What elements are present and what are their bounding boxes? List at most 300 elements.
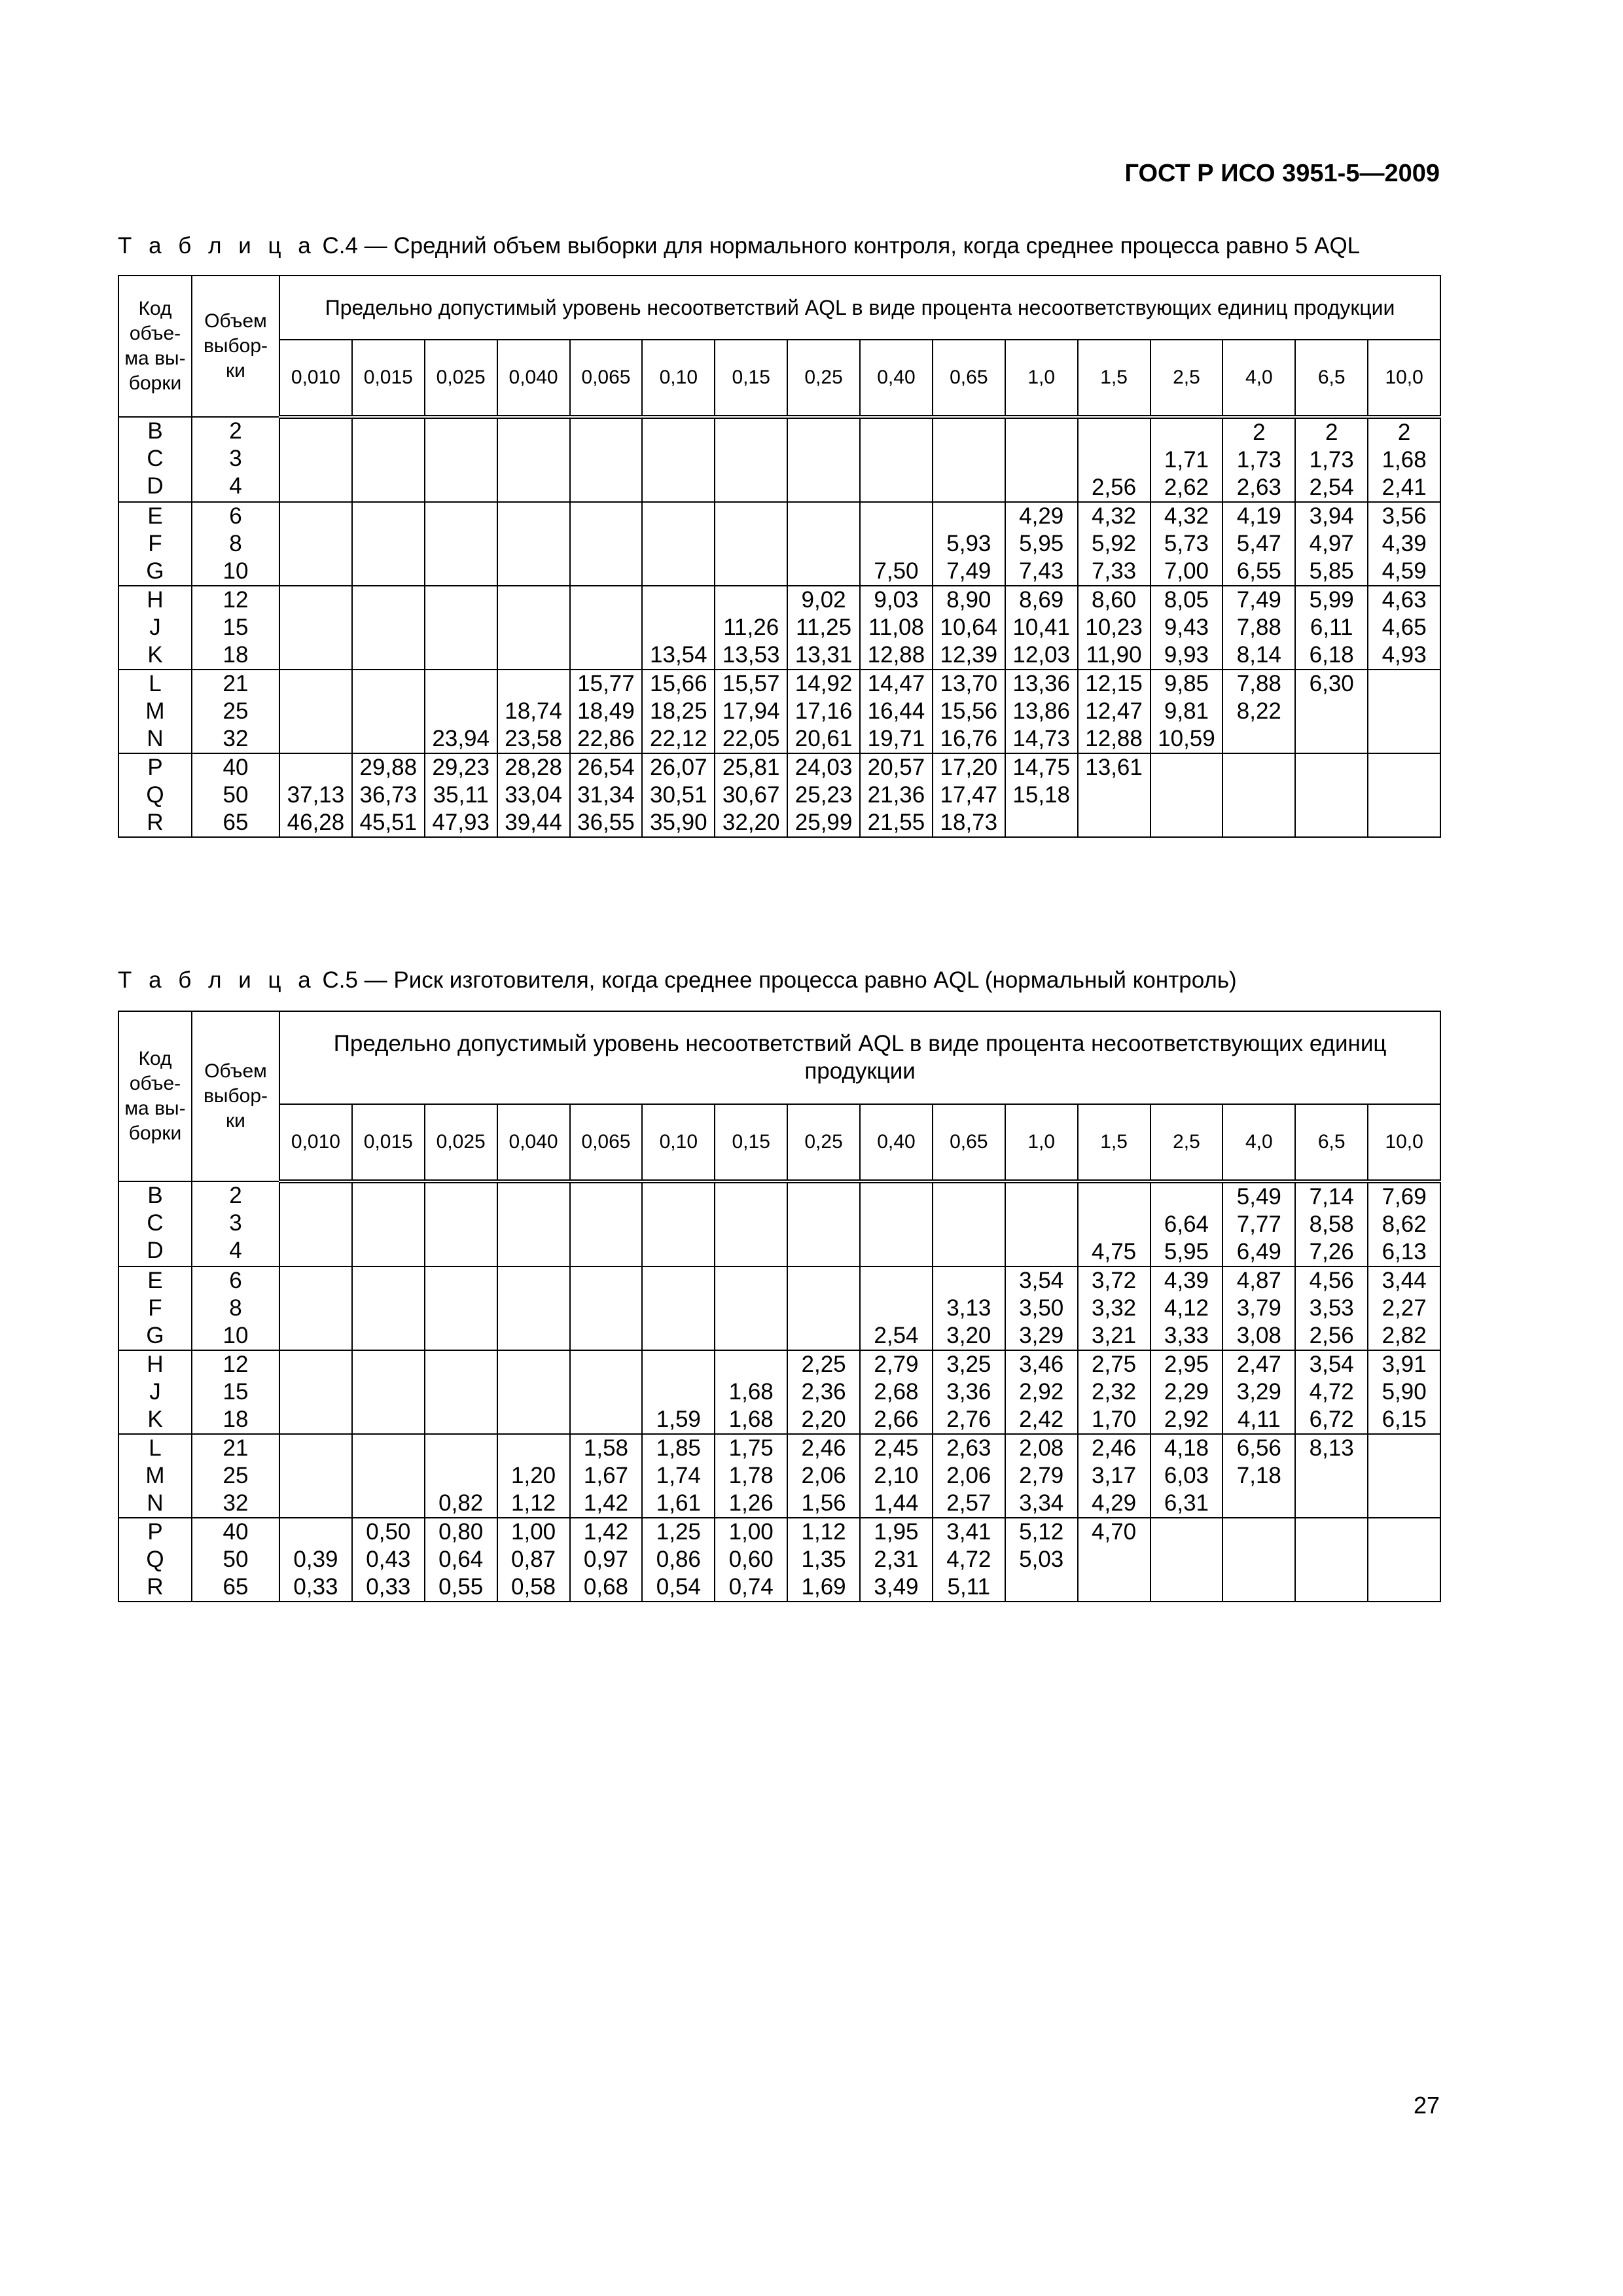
cell-value: 15,66 — [650, 671, 707, 696]
code-letter: R — [147, 1574, 164, 1600]
cell-value: 10,23 — [1085, 615, 1143, 640]
cell-value: 1,78 — [728, 1463, 774, 1488]
cell-value — [1368, 1462, 1440, 1490]
cell-value — [715, 419, 787, 446]
aql-column-header: 0,40 — [860, 1104, 933, 1181]
table-cell — [787, 753, 860, 837]
aql-column-header: 0,10 — [642, 340, 715, 417]
table-cell — [352, 1266, 425, 1350]
sample-size-value: 25 — [223, 698, 249, 724]
cell-value: 3,54 — [1309, 1352, 1354, 1377]
table-cell — [860, 1181, 933, 1266]
cell-value — [280, 614, 351, 641]
cell-value: 6,13 — [1382, 1239, 1427, 1265]
cell-value: 5,95 — [1164, 1239, 1209, 1265]
cell-value — [280, 1490, 351, 1517]
table-cell — [642, 1266, 715, 1350]
cell-value: 7,88 — [1236, 671, 1281, 696]
sample-size-value: 18 — [223, 1407, 249, 1432]
cell-value: 16,76 — [940, 726, 998, 751]
cell-value — [1006, 1183, 1077, 1211]
cell-value — [933, 1183, 1005, 1211]
cell-value — [571, 474, 642, 501]
cell-value — [425, 1462, 497, 1490]
cell-value: 21,55 — [867, 810, 925, 835]
table-cell — [715, 1181, 787, 1266]
code-header-line: объе- — [129, 1073, 181, 1094]
cell-value: 22,86 — [577, 726, 635, 751]
cell-value — [643, 419, 714, 446]
table-cell — [860, 586, 933, 670]
cell-value: 9,81 — [1164, 698, 1209, 724]
cell-value — [1223, 1490, 1294, 1517]
cell-value — [425, 1295, 497, 1322]
cell-value: 2,10 — [874, 1463, 919, 1488]
cell-value: 1,26 — [728, 1490, 774, 1516]
cell-value: 17,94 — [722, 698, 780, 724]
cell-value — [715, 474, 787, 501]
cell-value: 2,63 — [1236, 475, 1281, 500]
cell-value — [280, 474, 351, 501]
table-cell — [1005, 502, 1078, 586]
cell-value: 30,51 — [650, 782, 707, 808]
cell-value: 18,25 — [650, 698, 707, 724]
cell-value — [280, 1518, 351, 1546]
code-letter: B — [147, 418, 163, 444]
table-cell — [279, 1350, 352, 1434]
cell-value: 7,69 — [1382, 1184, 1427, 1210]
table-cell — [1368, 417, 1440, 502]
table-c4-caption — [118, 233, 1360, 259]
table-cell — [497, 1518, 570, 1602]
cell-value: 11,25 — [796, 615, 852, 640]
cell-value: 6,49 — [1236, 1239, 1281, 1265]
aql-column-header: 1,0 — [1005, 1104, 1078, 1181]
cell-value: 2,68 — [874, 1379, 919, 1405]
table-cell — [497, 586, 570, 670]
table-cell — [1368, 753, 1440, 837]
cell-value — [571, 1351, 642, 1378]
code-letter: D — [147, 1238, 164, 1263]
cell-value: 1,12 — [801, 1519, 846, 1545]
cell-value: 20,57 — [867, 755, 925, 780]
sample-size-codes — [118, 1181, 192, 1266]
sample-sizes — [192, 670, 279, 753]
cell-value — [1296, 698, 1367, 725]
table-c4-caption-prefix: Т а б л и ц а — [118, 233, 316, 259]
sample-size-codes — [118, 1518, 192, 1602]
cell-value: 0,33 — [293, 1574, 338, 1600]
cell-value: 4,63 — [1382, 587, 1427, 613]
cell-value — [425, 1238, 497, 1266]
cell-value: 0,50 — [366, 1519, 411, 1545]
cell-value — [861, 1295, 932, 1322]
cell-value: 8,90 — [946, 587, 991, 613]
table-cell — [1078, 1350, 1150, 1434]
code-letter: E — [147, 503, 163, 529]
cell-value: 12,88 — [1085, 726, 1143, 751]
cell-value — [571, 419, 642, 446]
cell-value — [571, 558, 642, 585]
cell-value: 1,59 — [656, 1407, 701, 1432]
cell-value — [280, 1211, 351, 1238]
table-cell — [425, 1350, 497, 1434]
table-cell — [279, 1266, 352, 1350]
cell-value — [643, 1267, 714, 1295]
sample-size-value: 2 — [229, 1183, 242, 1208]
code-letter: H — [147, 587, 164, 613]
cell-value: 0,82 — [438, 1490, 484, 1516]
sample-size-value: 65 — [223, 1574, 249, 1600]
cell-value — [788, 1267, 859, 1295]
cell-value — [1296, 754, 1367, 781]
cell-value: 4,56 — [1309, 1268, 1354, 1293]
aql-column-header: 0,040 — [497, 340, 570, 417]
cell-value — [1223, 809, 1294, 836]
table-cell — [425, 1181, 497, 1266]
sample-size-codes — [118, 417, 192, 502]
table-cell — [1078, 670, 1150, 753]
cell-value — [715, 530, 787, 558]
cell-value: 4,75 — [1092, 1239, 1137, 1265]
table-c5-caption-text: С.5 — Риск изготовителя, когда среднее процесса равно AQL (нормальный контроль) — [315, 967, 1237, 993]
cell-value: 6,18 — [1309, 642, 1354, 668]
aql-column-header: 1,0 — [1005, 340, 1078, 417]
cell-value — [788, 558, 859, 585]
table-cell — [1295, 417, 1368, 502]
table-cell — [787, 417, 860, 502]
cell-value — [280, 670, 351, 698]
table-cell — [642, 753, 715, 837]
cell-value — [280, 1435, 351, 1462]
cell-value — [643, 558, 714, 585]
cell-value — [498, 446, 569, 474]
cell-value: 2,56 — [1092, 475, 1137, 500]
cell-value: 1,67 — [583, 1463, 628, 1488]
cell-value: 8,22 — [1236, 698, 1281, 724]
cell-value — [1296, 809, 1367, 836]
table-cell — [497, 1350, 570, 1434]
cell-value: 6,11 — [1310, 615, 1353, 640]
table-cell — [352, 753, 425, 837]
cell-value: 15,77 — [577, 671, 635, 696]
sample-size-value: 50 — [223, 1547, 249, 1572]
sample-size-value: 2 — [229, 418, 242, 444]
table-cell — [1295, 586, 1368, 670]
table-cell — [570, 586, 643, 670]
cell-value: 15,18 — [1012, 782, 1070, 808]
sample-size-value: 6 — [229, 503, 242, 529]
code-column-header — [118, 1011, 192, 1181]
cell-value — [788, 1211, 859, 1238]
table-cell — [425, 670, 497, 753]
cell-value: 13,61 — [1085, 755, 1143, 780]
cell-value: 22,05 — [722, 726, 780, 751]
cell-value — [643, 530, 714, 558]
table-cell — [1150, 417, 1223, 502]
table-cell — [1150, 1266, 1223, 1350]
cell-value — [353, 1462, 424, 1490]
cell-value: 7,50 — [874, 558, 919, 584]
cell-value: 3,25 — [946, 1352, 991, 1377]
cell-value: 4,72 — [946, 1547, 991, 1572]
cell-value: 2,06 — [946, 1463, 991, 1488]
cell-value: 0,54 — [656, 1574, 701, 1600]
cell-value — [861, 474, 932, 501]
table-cell — [1368, 1434, 1440, 1518]
cell-value — [861, 1267, 932, 1295]
cell-value: 1,69 — [801, 1574, 846, 1600]
table-cell — [1295, 1266, 1368, 1350]
table-cell — [1295, 502, 1368, 586]
cell-value: 1,68 — [728, 1379, 774, 1405]
cell-value — [353, 1322, 424, 1350]
table-row-group — [118, 753, 1440, 837]
cell-value: 4,72 — [1309, 1379, 1354, 1405]
cell-value: 7,49 — [1236, 587, 1281, 613]
cell-value — [1079, 1183, 1150, 1211]
cell-value: 1,00 — [728, 1519, 774, 1545]
cell-value — [280, 1462, 351, 1490]
table-cell — [279, 1518, 352, 1602]
cell-value — [353, 1295, 424, 1322]
aql-column-header: 0,025 — [425, 340, 497, 417]
table-cell — [933, 1434, 1005, 1518]
cell-value: 3,53 — [1309, 1295, 1354, 1321]
table-cell — [715, 1350, 787, 1434]
cell-value: 19,71 — [867, 726, 925, 751]
cell-value: 39,44 — [505, 810, 562, 835]
aql-column-header: 1,5 — [1078, 340, 1150, 417]
cell-value: 28,28 — [505, 755, 562, 780]
cell-value: 2,54 — [1309, 475, 1354, 500]
sample-size-codes — [118, 1350, 192, 1434]
table-cell — [425, 1518, 497, 1602]
cell-value: 5,93 — [946, 531, 991, 556]
aql-column-header: 0,010 — [279, 1104, 352, 1181]
cell-value — [425, 558, 497, 585]
cell-value: 2,82 — [1382, 1323, 1427, 1348]
cell-value: 35,90 — [650, 810, 707, 835]
cell-value: 5,95 — [1019, 531, 1064, 556]
cell-value — [571, 1406, 642, 1433]
sample-size-value: 3 — [229, 1210, 242, 1236]
cell-value — [353, 446, 424, 474]
cell-value — [715, 558, 787, 585]
cell-value: 3,54 — [1019, 1268, 1064, 1293]
cell-value: 4,11 — [1238, 1407, 1281, 1432]
cell-value: 0,74 — [728, 1574, 774, 1600]
cell-value: 1,73 — [1309, 447, 1354, 473]
table-cell — [860, 1434, 933, 1518]
cell-value: 8,14 — [1236, 642, 1281, 668]
code-letter: C — [147, 1210, 164, 1236]
cell-value: 2,08 — [1019, 1435, 1064, 1461]
table-cell — [279, 1434, 352, 1518]
aql-column-header: 4,0 — [1222, 1104, 1295, 1181]
cell-value: 5,90 — [1382, 1379, 1427, 1405]
code-letter: N — [147, 726, 164, 751]
table-cell — [497, 1181, 570, 1266]
code-letter: Q — [146, 782, 164, 808]
table-cell — [279, 1181, 352, 1266]
table-cell — [1005, 586, 1078, 670]
cell-value: 1,68 — [1382, 447, 1427, 473]
aql-column-header: 2,5 — [1150, 1104, 1223, 1181]
table-cell — [715, 1518, 787, 1602]
cell-value — [425, 1322, 497, 1350]
cell-value: 18,49 — [577, 698, 635, 724]
cell-value — [788, 1322, 859, 1350]
cell-value: 7,77 — [1236, 1211, 1281, 1237]
table-cell — [497, 753, 570, 837]
aql-column-header: 0,015 — [352, 1104, 425, 1181]
cell-value — [715, 503, 787, 530]
cell-value — [498, 419, 569, 446]
cell-value — [280, 1378, 351, 1406]
cell-value: 8,69 — [1019, 587, 1064, 613]
table-cell — [1368, 586, 1440, 670]
cell-value: 1,58 — [583, 1435, 628, 1461]
table-cell — [787, 502, 860, 586]
cell-value: 3,13 — [946, 1295, 991, 1321]
cell-value — [715, 1267, 787, 1295]
table-cell — [352, 586, 425, 670]
cell-value: 2 — [1253, 420, 1266, 445]
cell-value: 2,20 — [801, 1407, 846, 1432]
sample-sizes — [192, 1434, 279, 1518]
table-cell — [425, 586, 497, 670]
cell-value — [643, 1238, 714, 1266]
cell-value: 12,39 — [940, 642, 998, 668]
cell-value: 23,94 — [432, 726, 490, 751]
cell-value: 3,49 — [874, 1574, 919, 1600]
cell-value: 4,97 — [1309, 531, 1354, 556]
cell-value: 7,14 — [1309, 1184, 1354, 1210]
code-letter: R — [147, 810, 164, 835]
table-cell — [715, 670, 787, 753]
cell-value: 25,99 — [794, 810, 853, 835]
cell-value: 23,58 — [505, 726, 562, 751]
code-letter: L — [149, 1435, 162, 1461]
table-cell — [860, 502, 933, 586]
cell-value: 25,81 — [722, 755, 780, 780]
cell-value: 2 — [1397, 420, 1411, 445]
cell-value: 9,85 — [1164, 671, 1209, 696]
cell-value: 46,28 — [287, 810, 345, 835]
cell-value — [715, 1211, 787, 1238]
aql-column-header: 0,065 — [570, 1104, 643, 1181]
aql-column-header: 10,0 — [1368, 1104, 1440, 1181]
cell-value — [861, 419, 932, 446]
table-cell — [1005, 1181, 1078, 1266]
cell-value — [1006, 419, 1077, 446]
cell-value — [353, 1351, 424, 1378]
cell-value — [861, 1183, 932, 1211]
cell-value — [498, 1378, 569, 1406]
table-cell — [1150, 1181, 1223, 1266]
cell-value: 21,36 — [867, 782, 925, 808]
cell-value: 7,49 — [946, 558, 991, 584]
table-cell — [642, 1350, 715, 1434]
cell-value: 14,73 — [1012, 726, 1070, 751]
cell-value: 5,47 — [1236, 531, 1281, 556]
cell-value: 0,43 — [366, 1547, 411, 1572]
cell-value: 1,00 — [511, 1519, 556, 1545]
cell-value: 3,29 — [1236, 1379, 1281, 1405]
code-header-line: Код — [138, 1048, 172, 1069]
cell-value: 17,47 — [940, 782, 998, 808]
sample-size-value: 8 — [229, 1295, 242, 1321]
code-letter: M — [145, 1463, 165, 1488]
cell-value: 3,41 — [946, 1519, 991, 1545]
cell-value — [1079, 1546, 1150, 1573]
cell-value: 5,11 — [947, 1574, 991, 1600]
cell-value — [425, 419, 497, 446]
cell-value: 6,03 — [1164, 1463, 1209, 1488]
cell-value — [498, 1406, 569, 1433]
cell-value — [280, 1238, 351, 1266]
cell-value: 2,54 — [874, 1323, 919, 1348]
cell-value: 3,29 — [1019, 1323, 1064, 1348]
code-header-line: ма вы- — [124, 348, 186, 369]
table-cell — [642, 670, 715, 753]
table-cell — [1005, 1518, 1078, 1602]
cell-value — [498, 1295, 569, 1322]
cell-value: 10,41 — [1012, 615, 1070, 640]
cell-value: 13,53 — [722, 642, 780, 668]
table-cell — [1368, 1350, 1440, 1434]
cell-value — [1151, 781, 1222, 809]
cell-value: 1,70 — [1092, 1407, 1137, 1432]
table-cell — [1368, 502, 1440, 586]
cell-value: 0,80 — [438, 1519, 484, 1545]
cell-value: 17,20 — [940, 755, 998, 780]
cell-value: 2,79 — [1019, 1463, 1064, 1488]
cell-value — [788, 503, 859, 530]
code-letter: H — [147, 1352, 164, 1377]
cell-value: 1,12 — [511, 1490, 556, 1516]
cell-value: 2,76 — [946, 1407, 991, 1432]
code-letter: K — [147, 642, 163, 668]
cell-value — [643, 446, 714, 474]
cell-value — [1079, 1211, 1150, 1238]
cell-value — [861, 503, 932, 530]
cell-value — [1223, 781, 1294, 809]
cell-value — [425, 446, 497, 474]
aql-column-header: 10,0 — [1368, 340, 1440, 417]
code-letter: J — [149, 615, 161, 640]
cell-value — [933, 446, 1005, 474]
table-cell — [1222, 670, 1295, 753]
aql-column-header: 0,15 — [715, 340, 787, 417]
size-header-line: Объем — [204, 1060, 267, 1082]
table-cell — [570, 417, 643, 502]
sample-size-codes — [118, 502, 192, 586]
aql-column-header: 0,010 — [279, 340, 352, 417]
cell-value — [280, 725, 351, 753]
sample-size-value: 21 — [223, 671, 249, 696]
cell-value: 12,88 — [867, 642, 925, 668]
cell-value — [1151, 1573, 1222, 1601]
cell-value — [1151, 1546, 1222, 1573]
table-cell — [425, 1434, 497, 1518]
cell-value — [280, 641, 351, 669]
table-cell — [1078, 1434, 1150, 1518]
table-row-group — [118, 1350, 1440, 1434]
cell-value: 2 — [1325, 420, 1338, 445]
code-letter: E — [147, 1268, 163, 1293]
